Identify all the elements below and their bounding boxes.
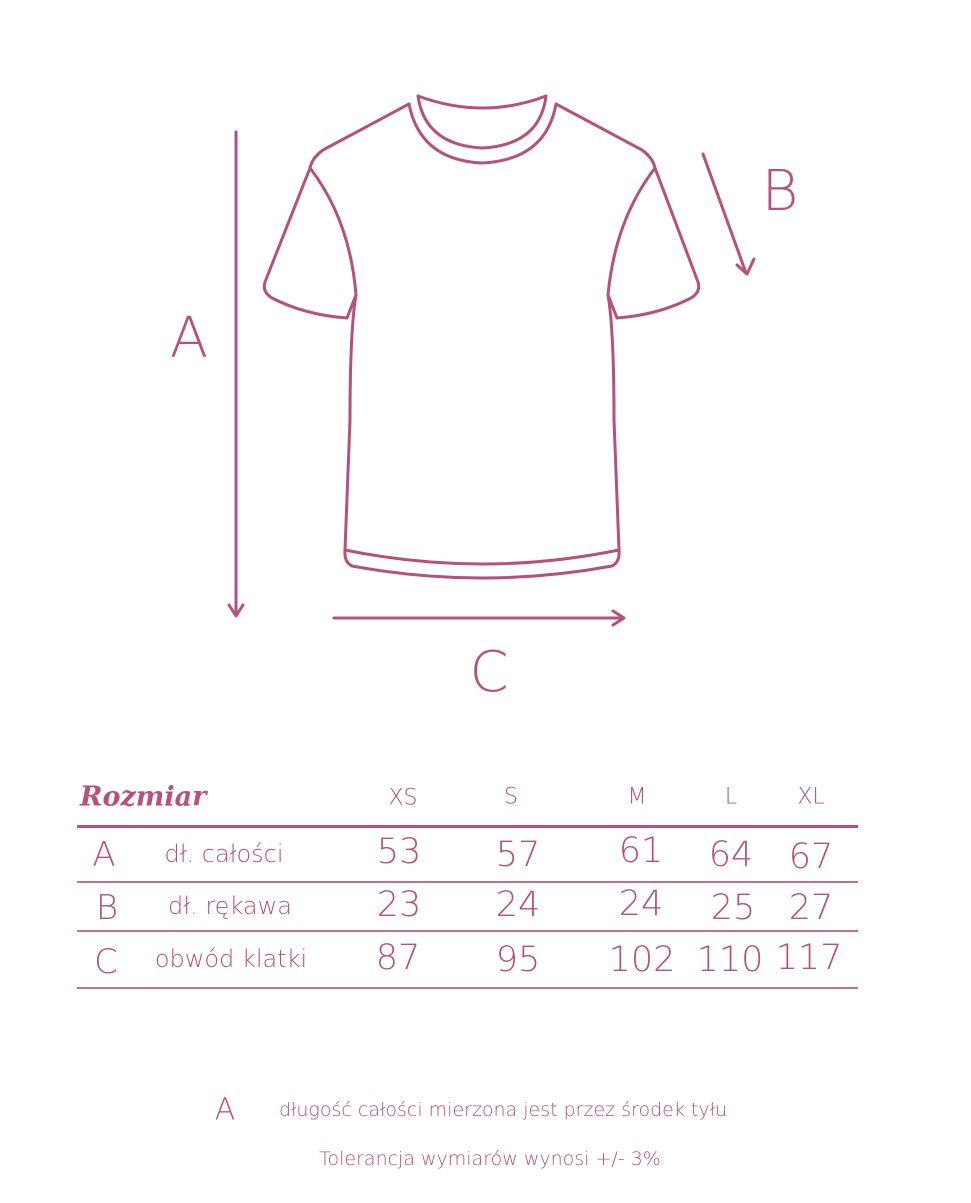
row-label: dł. całości xyxy=(164,840,284,868)
value-cell: 61 xyxy=(618,831,664,871)
arrow-a xyxy=(229,132,243,616)
table-header-divider xyxy=(77,825,858,828)
row-label: obwód klatki xyxy=(154,945,308,973)
value-cell: 24 xyxy=(495,885,541,925)
value-cell: 95 xyxy=(495,940,541,980)
value-cell: 53 xyxy=(376,832,422,872)
value-cell: 87 xyxy=(375,938,421,978)
value-cell: 67 xyxy=(788,837,834,877)
row-divider xyxy=(77,881,858,883)
label-c: C xyxy=(469,640,509,705)
size-header-s: S xyxy=(504,784,518,810)
value-cell: 25 xyxy=(710,888,756,928)
arrow-c xyxy=(334,611,624,625)
size-header-xl: XL xyxy=(797,784,825,810)
value-cell: 57 xyxy=(495,835,541,875)
size-header-xs: XS xyxy=(388,785,418,811)
row-divider xyxy=(77,987,858,989)
value-cell: 24 xyxy=(618,884,664,924)
value-cell: 23 xyxy=(376,885,422,925)
tshirt-outline xyxy=(264,96,698,578)
tolerance-note: Tolerancja wymiarów wynosi +/- 3% xyxy=(319,1148,661,1170)
arrow-b xyxy=(703,154,754,274)
value-cell: 27 xyxy=(788,888,834,928)
size-header-m: M xyxy=(627,784,647,810)
row-letter: B xyxy=(95,888,119,928)
size-header-l: L xyxy=(724,784,738,810)
label-a: A xyxy=(169,306,209,371)
label-b: B xyxy=(761,159,799,224)
note-letter: A xyxy=(214,1092,236,1128)
table-title: Rozmiar xyxy=(80,781,207,813)
row-letter: A xyxy=(92,835,116,875)
value-cell: 102 xyxy=(608,940,676,980)
value-cell: 64 xyxy=(708,835,754,875)
value-cell: 117 xyxy=(775,938,843,978)
value-cell: 110 xyxy=(696,940,764,980)
row-letter: C xyxy=(94,942,118,982)
measurement-note: długość całości mierzona jest przez środek tyłu xyxy=(278,1099,728,1121)
row-label: dł. rękawa xyxy=(168,892,292,920)
row-divider xyxy=(77,930,858,932)
